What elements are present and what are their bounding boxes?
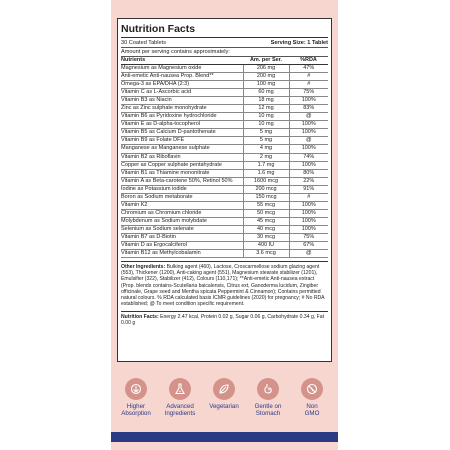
table-row	[121, 137, 328, 145]
nutrient-rda: 100%	[289, 121, 328, 129]
badge-gentle-on-stomach	[243, 378, 293, 417]
leaf-icon	[213, 378, 235, 400]
badge-non-gmo	[287, 378, 337, 417]
nutrient-amount: 4 mg	[243, 145, 289, 153]
nutrient-rda: 75%	[289, 89, 328, 97]
col-nutrients: Nutrients	[121, 57, 243, 65]
nutrient-amount: 1.7 mg	[243, 161, 289, 169]
table-row	[121, 217, 328, 225]
table-row	[121, 113, 328, 121]
badge-label-1: Non	[306, 403, 318, 410]
nutrient-rda: 83%	[289, 105, 328, 113]
table-row	[121, 153, 328, 161]
nutrient-amount: 10 mg	[243, 113, 289, 121]
nutrient-name: Copper as Copper sulphate pentahydrate	[121, 161, 243, 169]
nutrient-amount: 10 mg	[243, 121, 289, 129]
nutrient-name: Anti-emetic Anti-nausea Prop. Blend**	[121, 73, 243, 81]
table-row	[121, 89, 328, 97]
nutrient-rda: 100%	[289, 217, 328, 225]
badge-higher-absorption	[111, 378, 161, 417]
table-row	[121, 177, 328, 185]
nutrient-name: Magnesium as Magnesium oxide	[121, 65, 243, 73]
table-row	[121, 225, 328, 233]
nutrient-rda: 22%	[289, 177, 328, 185]
table-row	[121, 250, 328, 258]
col-amount: Am. per Ser.	[243, 57, 289, 65]
nutrient-amount: 40 mcg	[243, 225, 289, 233]
footer-band	[111, 432, 338, 442]
nutrient-name: Chromium as Chromium chloride	[121, 209, 243, 217]
nutrient-amount: 5 mg	[243, 129, 289, 137]
nutrient-name: Zinc as Zinc sulphate monohydrate	[121, 105, 243, 113]
stomach-icon	[257, 378, 279, 400]
nutrient-amount: 206 mg	[243, 65, 289, 73]
other-text: Bulking agent (460), Lactose, Croscarmellose sodium glazing agent (553), Thickener (1200), Anti-caking agent (551), Magnesium stearate stabilizer (1201), Emulsifier (322), Stabilizer (412), Colours (110,171); **Anti-emetic Anti-nausea extract (Prop. blends contains-Scutellaria baicalensis, Citrus ext, Ganoderma lucidum, Zingiber officinale, Grape seed and Mentha spicata Peppermint & Cinnamon); Contains permitted natural colours.	[121, 264, 321, 301]
badge-label-1: Vegetarian	[209, 403, 239, 410]
nutrient-name: Manganese as Manganese sulphate	[121, 145, 243, 153]
nutrient-amount: 30 mcg	[243, 233, 289, 241]
nutrient-rda: 100%	[289, 97, 328, 105]
nutrient-name: Vitamin B12 as Methylcobalamin	[121, 250, 243, 258]
table-row	[121, 233, 328, 241]
nutrient-rda: 100%	[289, 161, 328, 169]
table-row	[121, 81, 328, 89]
nutrient-name: Iodine as Potassium iodide	[121, 185, 243, 193]
table-row	[121, 169, 328, 177]
serving-row	[121, 37, 328, 47]
facts-label: Nutrition Facts:	[121, 314, 159, 321]
table-row	[121, 209, 328, 217]
nutrition-facts-summary	[121, 311, 328, 326]
nutrient-name: Vitamin B1 as Thiamine mononitrate	[121, 169, 243, 177]
serving-size: Serving Size: 1 Tablet	[270, 40, 328, 46]
table-row	[121, 242, 328, 250]
tablets-count: 30 Coated Tablets	[121, 40, 166, 46]
nutrient-name: Molybdenum as Sodium molybdate	[121, 217, 243, 225]
nutrient-name: Vitamin C as L-Ascorbic acid	[121, 89, 243, 97]
nutrient-rda: 80%	[289, 169, 328, 177]
nutrient-amount: 1600 mcg	[243, 177, 289, 185]
other-ingredients	[121, 261, 328, 307]
table-row	[121, 73, 328, 81]
panel-title: Nutrition Facts	[121, 23, 196, 35]
table-row	[121, 105, 328, 113]
nutrient-amount: 200 mg	[243, 73, 289, 81]
nutrient-rda: 100%	[289, 201, 328, 209]
nutrient-name: Vitamin B2 as Riboflavin	[121, 153, 243, 161]
nutrient-amount: 50 mcg	[243, 209, 289, 217]
amount-note: Amount per serving contains approximately:	[121, 47, 328, 56]
nutrient-name: Vitamin B5 as Calcium D-pantothenate	[121, 129, 243, 137]
nutrient-table	[121, 56, 328, 258]
table-row	[121, 129, 328, 137]
nutrient-rda: 91%	[289, 185, 328, 193]
nutrient-amount: 60 mg	[243, 89, 289, 97]
nutrient-name: Vitamin B3 as Niacin	[121, 97, 243, 105]
nutrient-rda: 100%	[289, 129, 328, 137]
nutrient-name: Vitamin K2	[121, 201, 243, 209]
badge-label-2: Stomach	[255, 410, 281, 417]
table-row	[121, 65, 328, 73]
nutrient-rda: #	[289, 73, 328, 81]
nutrient-rda: 100%	[289, 209, 328, 217]
nutrient-name: Vitamin B7 as D-Biotin	[121, 233, 243, 241]
badge-label-1: Higher	[126, 403, 146, 410]
table-row	[121, 201, 328, 209]
nutrient-name: Vitamin B9 as Folate DFE	[121, 137, 243, 145]
nutrient-amount: 150 mcg	[243, 193, 289, 201]
nutrient-rda: 75%	[289, 233, 328, 241]
nutrient-name: Vitamin D as Ergocalciferol	[121, 242, 243, 250]
table-row	[121, 97, 328, 105]
nutrient-rda: @	[289, 250, 328, 258]
nutrient-rda: 100%	[289, 225, 328, 233]
nutrient-amount: 100 mg	[243, 81, 289, 89]
nutrient-rda: 67%	[289, 242, 328, 250]
nutrient-amount: 18 mg	[243, 97, 289, 105]
badge-label-2: Absorption	[121, 410, 151, 417]
nutrient-amount: 12 mg	[243, 105, 289, 113]
badge-vegetarian	[199, 378, 249, 410]
badge-label-1: Gentle on	[254, 403, 282, 410]
absorption-icon	[125, 378, 147, 400]
badge-label-1: Advanced	[166, 403, 194, 410]
nutrient-name: Vitamin E as D-alpha-tocopherol	[121, 121, 243, 129]
nutrient-amount: 55 mcg	[243, 201, 289, 209]
nutrient-name: Vitamin A as Beta-carotene 50%, Retinol 50%	[121, 177, 243, 185]
flask-icon	[169, 378, 191, 400]
table-row	[121, 161, 328, 169]
nutrition-panel	[117, 18, 332, 362]
table-header	[121, 57, 328, 65]
nutrient-amount: 400 IU	[243, 242, 289, 250]
nutrient-rda: 47%	[289, 65, 328, 73]
nutrient-rda: #	[289, 193, 328, 201]
nutrient-amount: 3.6 mcg	[243, 250, 289, 258]
non-gmo-icon	[301, 378, 323, 400]
table-row	[121, 145, 328, 153]
nutrient-rda: #	[289, 81, 328, 89]
badge-label-2: GMO	[304, 410, 320, 417]
nutrient-name: Boron as Sodium metaborate	[121, 193, 243, 201]
nutrient-amount: 2 mg	[243, 153, 289, 161]
nutrient-amount: 5 mg	[243, 137, 289, 145]
nutrient-name: Selenium as Sodium selenate	[121, 225, 243, 233]
table-row	[121, 121, 328, 129]
badge-label-2: Ingredients	[164, 410, 196, 417]
table-row	[121, 185, 328, 193]
nutrient-amount: 45 mcg	[243, 217, 289, 225]
other-label: Other Ingredients:	[121, 264, 166, 271]
facts-text: Energy 2.47 kcal, Protein 0.02 g, Sugar 0.06 g, Carbohydrate 0.34 g, Fat 0.00 g	[121, 314, 325, 327]
nutrient-amount: 200 mcg	[243, 185, 289, 193]
table-row	[121, 193, 328, 201]
nutrient-rda: @	[289, 113, 328, 121]
badge-advanced-ingredients	[155, 378, 205, 417]
col-rda: %RDA	[289, 57, 328, 65]
nutrient-rda: 74%	[289, 153, 328, 161]
nutrient-name: Omega-3 as EPA/DHA (2:3)	[121, 81, 243, 89]
benefit-badges	[111, 378, 338, 424]
nutrient-rda: @	[289, 137, 328, 145]
rda-note: % RDA calculated basis ICMR guidelines (2020) for pregnancy; # No RDA established; @ To meet condition specific requirement.	[121, 294, 325, 308]
nutrient-rda: 100%	[289, 145, 328, 153]
nutrient-name: Vitamin B6 as Pyridoxine hydrochloride	[121, 113, 243, 121]
nutrient-amount: 1.6 mg	[243, 169, 289, 177]
